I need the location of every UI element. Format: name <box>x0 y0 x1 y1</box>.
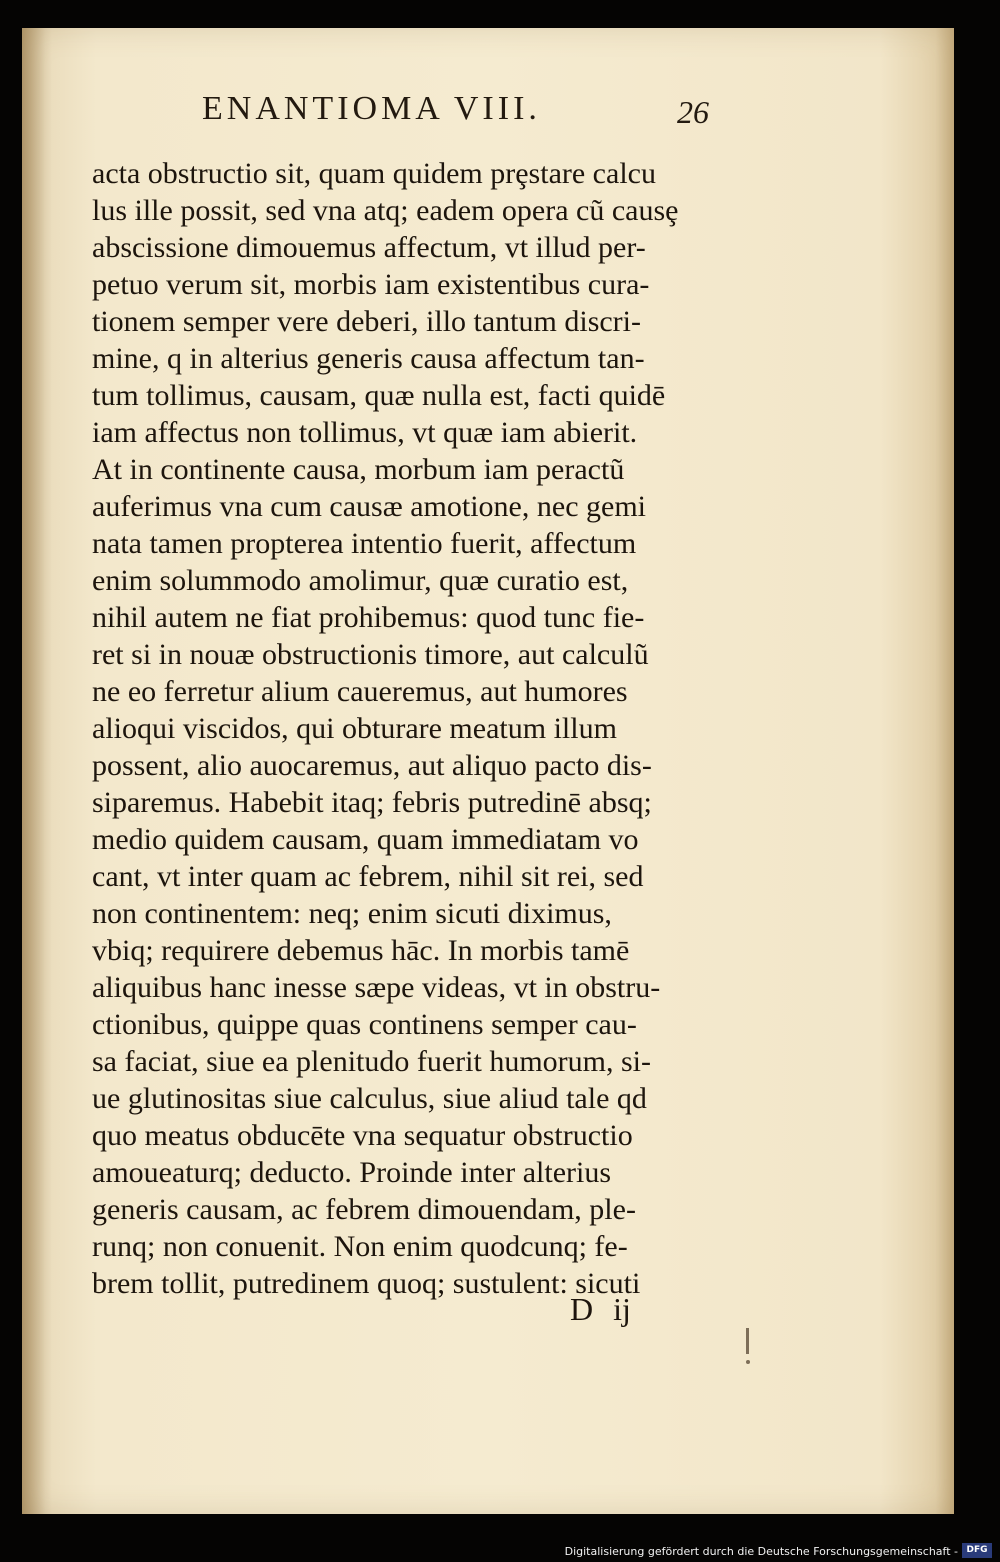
text-line: nihil autem ne fiat prohibemus: quod tunc fie- <box>92 601 645 634</box>
text-line: iam affectus non tollimus, vt quæ iam abierit. <box>92 416 638 449</box>
text-line: cant, vt inter quam ac febrem, nihil sit rei, sed <box>92 860 644 893</box>
text-line: nata tamen propterea intentio fuerit, affectum <box>92 527 637 560</box>
text-line: possent, alio auocaremus, aut aliquo pacto dis- <box>92 749 652 782</box>
text-line: At in continente causa, morbum iam peractũ <box>92 453 625 486</box>
funding-credit: Digitalisierung gefördert durch die Deutsche Forschungsgemeinschaft - <box>564 1545 958 1558</box>
page-number: 26 <box>677 94 709 130</box>
margin-stroke-mark <box>746 1328 749 1354</box>
text-line: ret si in nouæ obstructionis timore, aut calculũ <box>92 638 649 671</box>
text-line: lus ille possit, sed vna atq; eadem opera cũ causȩ <box>92 194 679 227</box>
text-line: generis causam, ac febrem dimouendam, ple- <box>92 1193 636 1226</box>
text-line: auferimus vna cum causæ amotione, nec gemi <box>92 490 646 523</box>
text-line: abscissione dimouemus affectum, vt illud per- <box>92 231 646 264</box>
margin-dot-mark <box>746 1360 750 1364</box>
text-line: brem tollit, putredinem quoq; sustulent: sicuti <box>92 1267 641 1300</box>
digitization-credit-bar <box>0 1536 1000 1562</box>
text-line: siparemus. Habebit itaq; febris putredinē absq; <box>92 786 652 819</box>
text-line: amoueaturq; deducto. Proinde inter alterius <box>92 1156 612 1189</box>
text-line: tionem semper vere deberi, illo tantum discri- <box>92 305 641 338</box>
signature-mark: D ij <box>570 1291 631 1327</box>
text-line: runq; non conuenit. Non enim quodcunq; fe- <box>92 1230 628 1263</box>
text-line: quo meatus obducēte vna sequatur obstructio <box>92 1119 633 1152</box>
text-line: medio quidem causam, quam immediatam vo <box>92 823 639 856</box>
body-text <box>92 155 792 1302</box>
text-line: acta obstructio sit, quam quidem prȩstare calcu <box>92 157 656 190</box>
text-line: alioqui viscidos, qui obturare meatum illum <box>92 712 617 745</box>
text-line: mine, q in alterius generis causa affectum tan- <box>92 342 645 375</box>
text-line: ne eo ferretur alium caueremus, aut humores <box>92 675 628 708</box>
text-line: sa faciat, siue ea plenitudo fuerit humorum, si- <box>92 1045 651 1078</box>
text-line: tum tollimus, causam, quæ nulla est, facti quidē <box>92 379 666 412</box>
text-line: petuo verum sit, morbis iam existentibus cura- <box>92 268 650 301</box>
dfg-logo: DFG <box>962 1543 992 1558</box>
text-line: non continentem: neq; enim sicuti diximus, <box>92 897 612 930</box>
text-line: ctionibus, quippe quas continens semper cau- <box>92 1008 637 1041</box>
running-head-title: ENANTIOMA VIII. <box>202 90 541 127</box>
running-head <box>22 90 954 140</box>
text-line: vbiq; requirere debemus hāc. In morbis tamē <box>92 934 630 967</box>
book-page <box>22 28 954 1514</box>
text-line: aliquibus hanc inesse sæpe videas, vt in obstru- <box>92 971 661 1004</box>
text-line: ue glutinositas siue calculus, siue aliud tale qd <box>92 1082 647 1115</box>
text-line: enim solummodo amolimur, quæ curatio est, <box>92 564 629 597</box>
